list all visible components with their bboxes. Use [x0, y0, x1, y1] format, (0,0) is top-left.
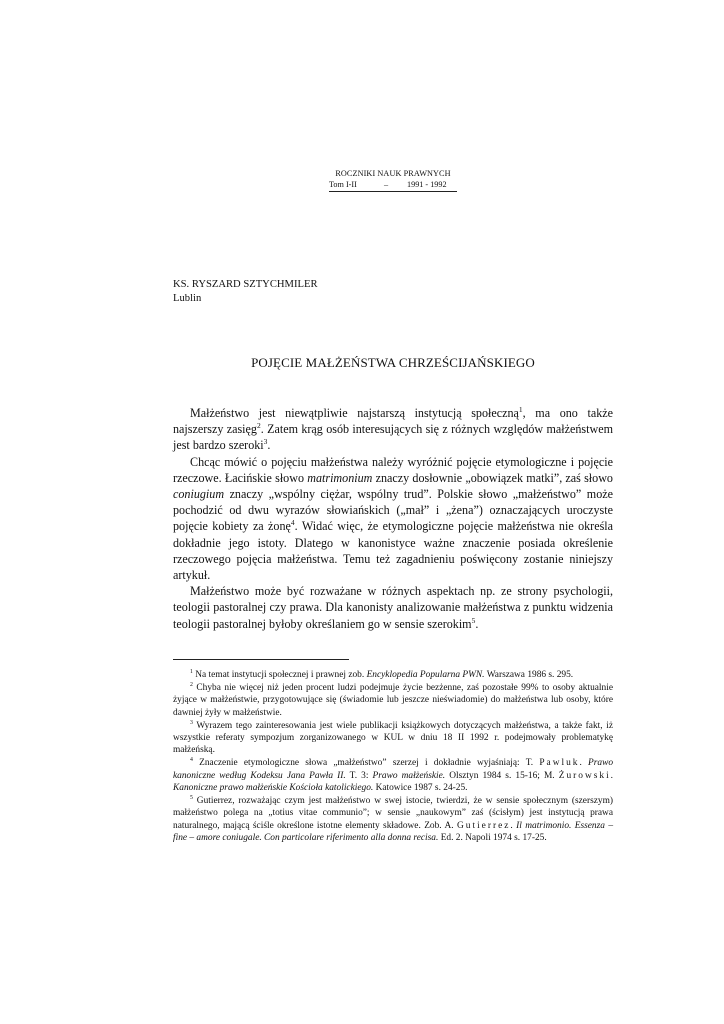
- text-run: .: [267, 438, 271, 453]
- text-run: .: [510, 820, 517, 831]
- text-run: Chcąc mówić o pojęciu małżeństwa należy wyróżnić pojęcie etymologiczne i pojęcie rzeczowe. Łacińskie słowo: [173, 454, 613, 485]
- cited-title: Prawo kanoniczne według Kodeksu Jana Pawła II.: [173, 758, 614, 781]
- text-run: Na temat instytucji społecznej i prawnej zob.: [195, 670, 367, 680]
- article-title: POJĘCIE MAŁŻEŃSTWA CHRZEŚCIJAŃSKIEGO: [251, 355, 535, 370]
- text-run: T. 3:: [345, 770, 373, 781]
- text-run: Ed. 2. Napoli 1974 s. 17-25.: [438, 833, 547, 844]
- author-block: [173, 278, 318, 306]
- author-name: KS. RYSZARD SZTYCHMILER: [173, 279, 318, 290]
- cited-author: Żurowski: [558, 770, 611, 781]
- latin-term: matrimonium: [307, 470, 373, 485]
- footnote-ref-4[interactable]: 4: [290, 518, 295, 528]
- cited-author: Pawluk: [539, 758, 580, 769]
- footnote-ref-5[interactable]: 5: [471, 615, 476, 625]
- text-run: Małżeństwo może być rozważane w różnych aspektach np. ze strony psychologii, teologii pastoralnej czy prawa. Dla kanonisty analizowanie małżeństwa z punktu widzenia teologii pastoralnej byłoby określaniem go w sensie szerokim: [173, 584, 613, 631]
- text-run: Warszawa 1986 s. 295.: [484, 670, 574, 680]
- footnote-number: 3: [190, 719, 193, 726]
- text-run: .: [610, 770, 614, 781]
- footnote-3: [173, 720, 613, 757]
- footnotes: [173, 669, 613, 845]
- cited-title: Kanoniczne prawo małżeńskie Kościoła katolickiego.: [173, 783, 374, 794]
- footnote-ref-2[interactable]: 2: [256, 421, 261, 431]
- text-run: .: [579, 758, 589, 769]
- volume-dash: –: [384, 180, 389, 189]
- cited-author: Gutierrez: [457, 820, 511, 831]
- footnote-1: [173, 669, 613, 681]
- footnote-number: 4: [190, 757, 193, 764]
- footnote-number: 1: [190, 668, 193, 675]
- footnote-separator: [173, 659, 349, 660]
- text-run: Znaczenie etymologiczne słowa „małżeństwo” szerzej i dokładnie wyjaśniają: T.: [199, 758, 540, 769]
- journal-name: ROCZNIKI NAUK PRAWNYCH: [335, 169, 451, 178]
- footnote-4: [173, 757, 613, 794]
- volume-number: Tom I-II: [329, 180, 357, 189]
- text-run: Katowice 1987 s. 24-25.: [373, 783, 468, 794]
- text-run: Gutierrez, rozważając czym jest małżeństwo w swej istocie, twierdzi, że w sensie społecznym (szerszym) małżeństwo polega na „totius vitae communio”; w sensie „naukowym” zaś (ścisłym) jest instytucją prawa naturalnego, mającą ściśle określone istotne elementy składowe. Zob. A.: [173, 796, 613, 831]
- cited-title: Encyklopedia Popularna PWN.: [366, 670, 485, 680]
- text-run: . Widać więc, że etymologiczne pojęcie małżeństwa nie określa dokładnie jego istoty. Dlatego w kanonistyce ważne znaczenie posiada określenie rzeczowego pojęcia małżeństwa. Temu też zagadnieniu poświęcony zostanie niniejszy artykuł.: [173, 519, 614, 583]
- volume-line: [329, 179, 457, 190]
- footnote-ref-3[interactable]: 3: [263, 437, 268, 447]
- latin-term: coniugium: [173, 487, 225, 502]
- text-run: Wyrazem tego zainteresowania jest wiele publikacji książkowych dotyczących małżeństwa, a także fakt, iż wszystkie referaty sympozjum zorganizowanego w KUL w dniu 18 II 1992 r. podejmowały problematykę małżeńską.: [173, 720, 613, 756]
- running-header: [329, 168, 457, 192]
- paragraph-1: [173, 405, 613, 454]
- cited-title: Il matrimonio. Essenza – fine – amore coniugale. Con particolare riferimento alla donna recisa.: [173, 820, 614, 844]
- footnote-ref-1[interactable]: 1: [518, 404, 523, 414]
- text-run: znaczy dosłownie „obowiązek matki”, zaś słowo: [372, 470, 613, 485]
- text-run: Chyba nie więcej niż jeden procent ludzi podejmuje życie bezżenne, zaś pozostałe 99% to osoby aktualnie żyjące w małżeństwie, przygotowujące się (świadomie lub jeszcze nieświadomie) do małżeństwa lub osoby, które dawniej żyły w małżeństwie.: [173, 682, 613, 718]
- text-run: Olsztyn 1984 s. 15-16; M.: [445, 770, 559, 781]
- text-run: .: [475, 616, 479, 631]
- footnote-number: 5: [190, 794, 193, 801]
- paragraph-3: [173, 583, 613, 632]
- author-city: Lublin: [173, 293, 202, 304]
- volume-years: 1991 - 1992: [407, 180, 447, 189]
- cited-title: Prawo małżeńskie.: [372, 770, 446, 781]
- paragraph-2: [173, 454, 613, 584]
- footnote-2: [173, 682, 613, 719]
- text-run: , ma ono także najszerszy zasięg: [173, 406, 613, 437]
- header-rule: [329, 191, 457, 192]
- text-run: znaczy „wspólny ciężar, wspólny trud”. Polskie słowo „małżeństwo” może pochodzić od dwu wyrazów słowiańskich („mał” i „żena”) oznaczających uroczyste pojęcie kobiety za żonę: [173, 487, 613, 534]
- footnote-5: [173, 795, 613, 845]
- article-body: [173, 405, 613, 632]
- text-run: Małżeństwo jest niewątpliwie najstarszą instytucją społeczną: [190, 406, 519, 420]
- footnote-number: 2: [190, 681, 193, 688]
- text-run: . Zatem krąg osób interesujących się z różnych względów małżeństwem jest bardzo szeroki: [173, 422, 614, 453]
